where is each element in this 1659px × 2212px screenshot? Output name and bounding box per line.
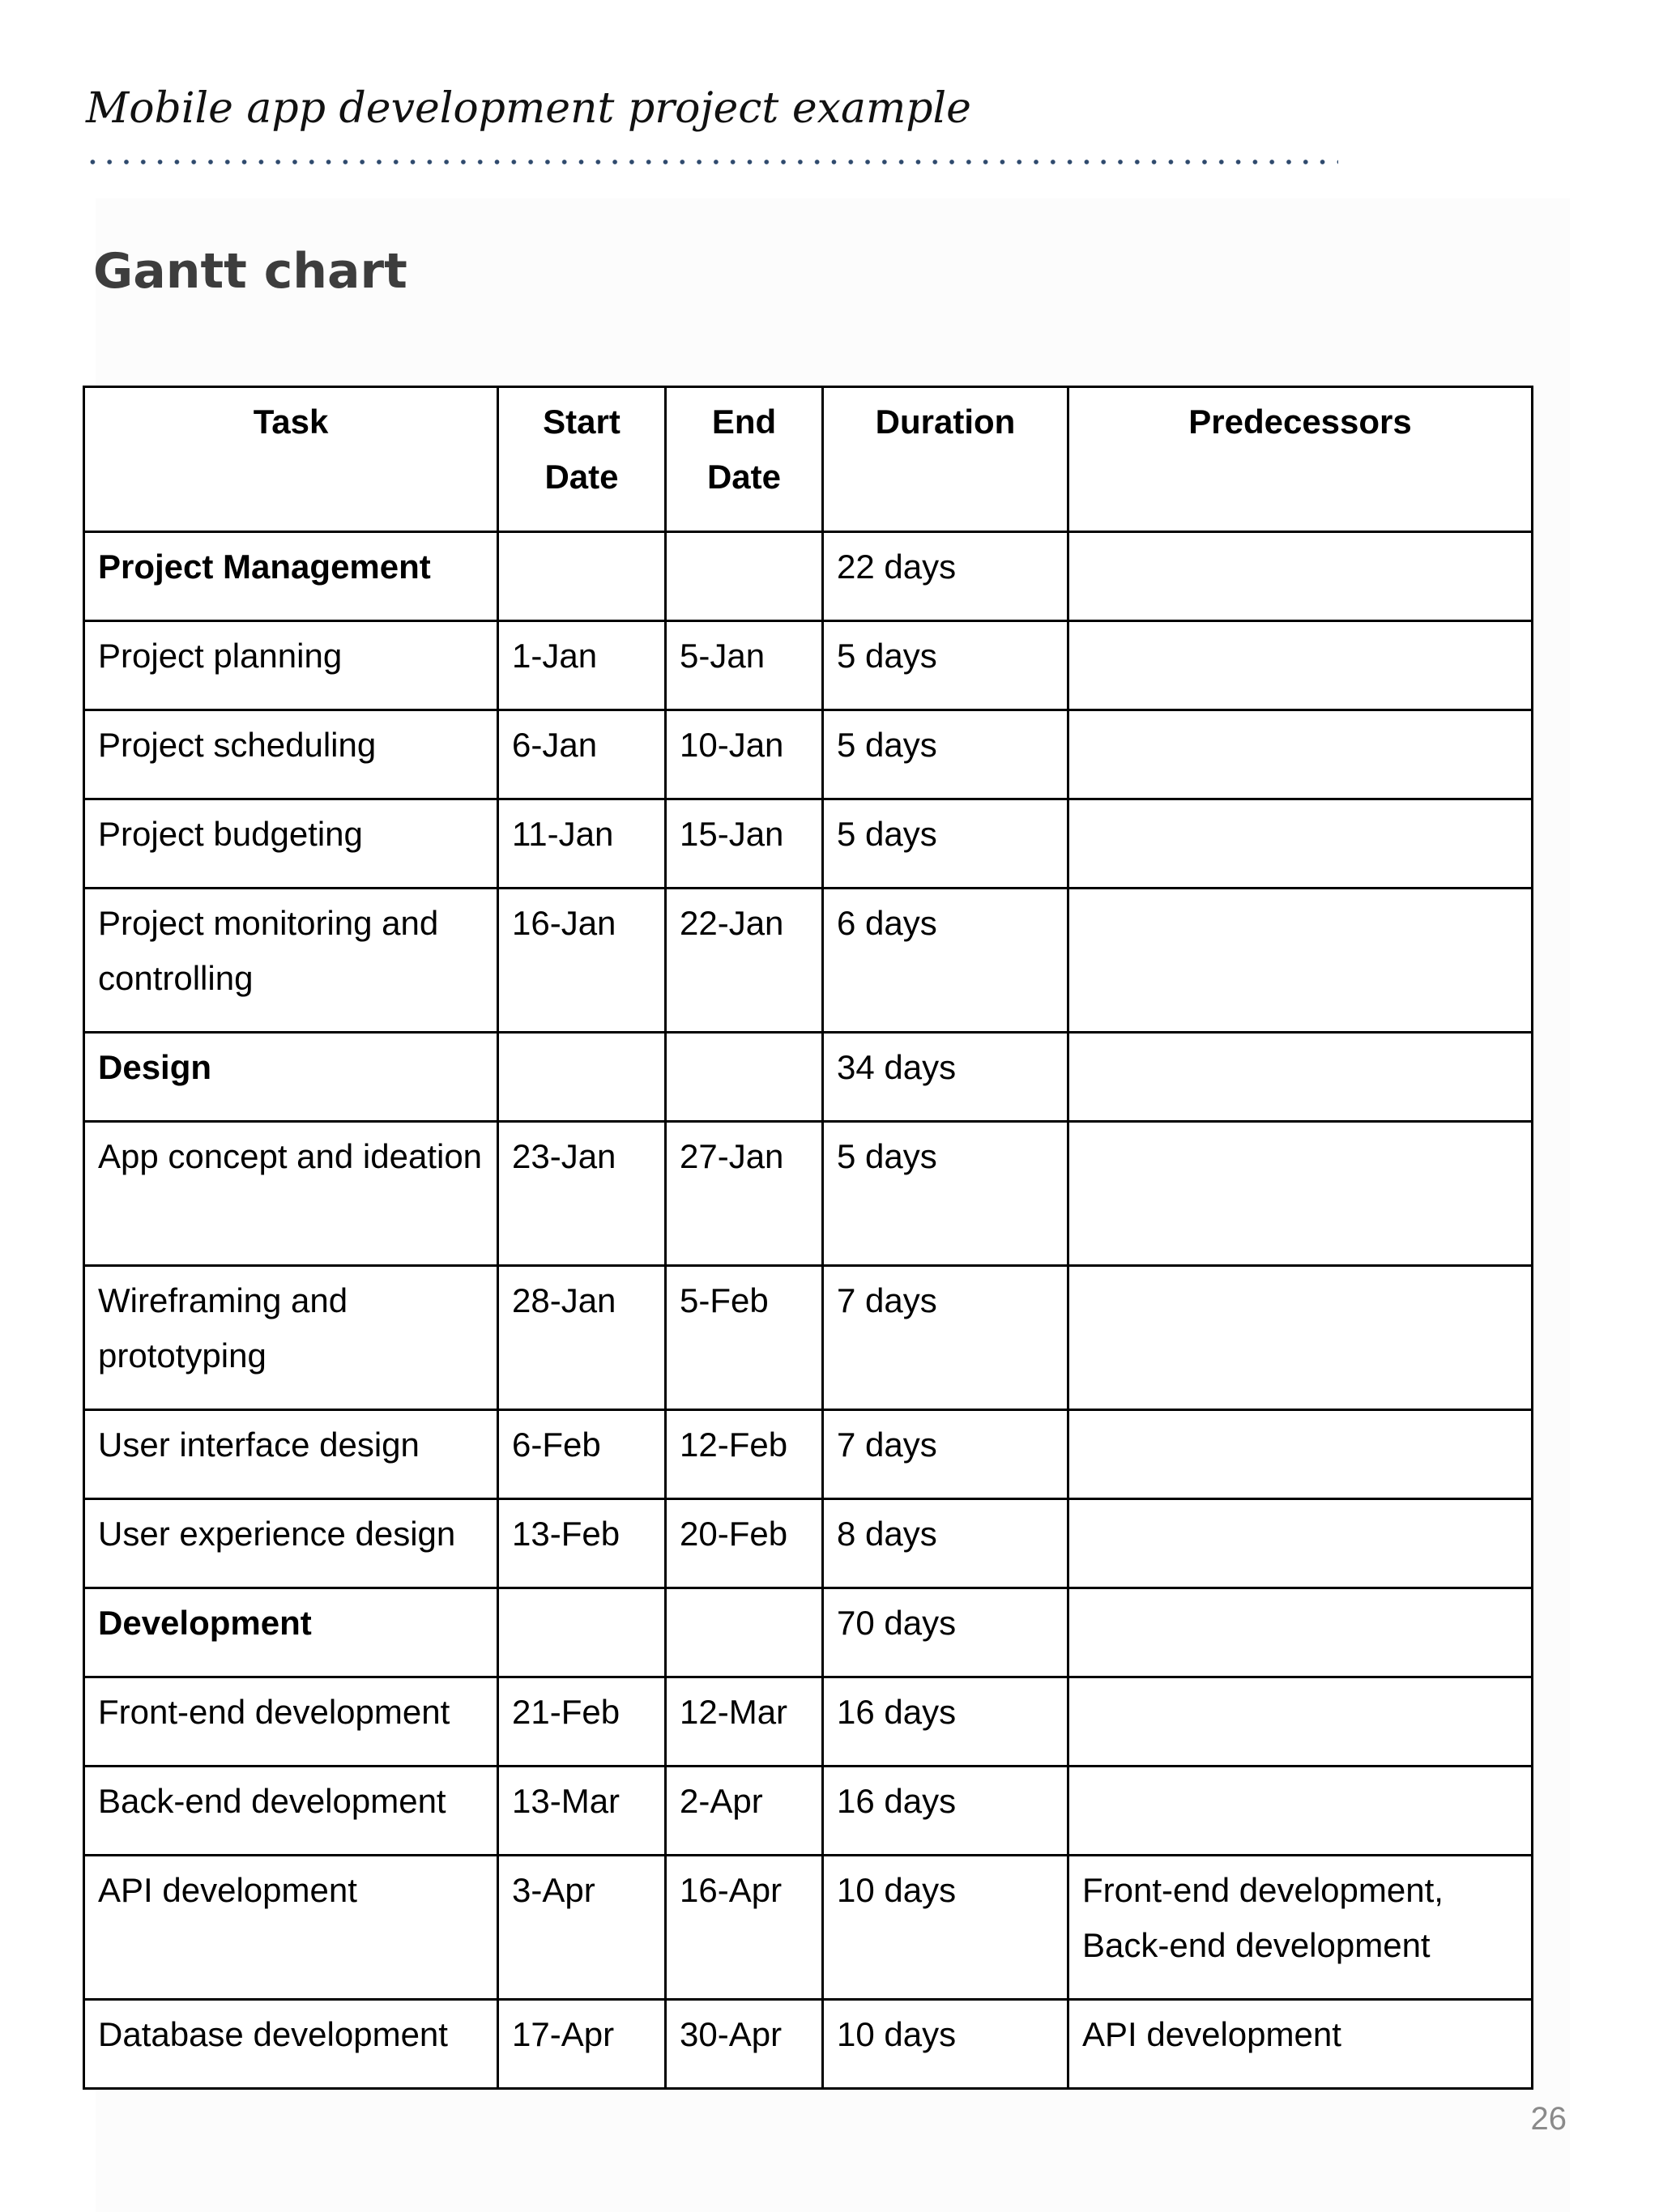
duration-cell: 10 days [823,1856,1068,2000]
end-date-cell: 15-Jan [666,799,823,889]
table-row [84,1410,1533,1499]
table-header-row [84,387,1533,532]
table-row [84,532,1533,621]
end-date-cell [666,1588,823,1677]
page-number: 26 [1530,2101,1567,2137]
task-cell: Project planning [84,621,498,710]
end-date-cell: 5-Jan [666,621,823,710]
predecessors-cell [1068,889,1533,1033]
end-date-cell: 12-Mar [666,1677,823,1767]
predecessors-cell [1068,1677,1533,1767]
start-date-cell: 28-Jan [498,1266,666,1410]
end-date-cell: 12-Feb [666,1410,823,1499]
start-date-cell: 6-Jan [498,710,666,799]
table-row [84,1033,1533,1122]
duration-cell: 16 days [823,1767,1068,1856]
start-date-cell: 23-Jan [498,1122,666,1266]
end-date-cell: 10-Jan [666,710,823,799]
predecessors-cell [1068,532,1533,621]
start-date-cell: 13-Feb [498,1499,666,1588]
table-row [84,710,1533,799]
table-row [84,1677,1533,1767]
start-date-cell: 1-Jan [498,621,666,710]
table-row [84,2000,1533,2089]
end-date-cell: 27-Jan [666,1122,823,1266]
start-date-cell: 6-Feb [498,1410,666,1499]
duration-cell: 7 days [823,1410,1068,1499]
duration-cell: 70 days [823,1588,1068,1677]
table-row [84,1122,1533,1266]
predecessors-cell [1068,621,1533,710]
end-date-cell: 30-Apr [666,2000,823,2089]
table-row [84,1499,1533,1588]
duration-cell: 10 days [823,2000,1068,2089]
end-date-cell [666,1033,823,1122]
start-date-cell [498,1033,666,1122]
predecessors-cell [1068,1499,1533,1588]
task-cell: User interface design [84,1410,498,1499]
column-header-start-date: Start Date [498,387,666,532]
column-header-task: Task [84,387,498,532]
end-date-cell: 20-Feb [666,1499,823,1588]
duration-cell: 5 days [823,799,1068,889]
task-cell: Database development [84,2000,498,2089]
end-date-cell: 16-Apr [666,1856,823,2000]
section-title: Gantt chart [93,243,407,300]
end-date-cell: 2-Apr [666,1767,823,1856]
column-header-predecessors: Predecessors [1068,387,1533,532]
task-cell: Project scheduling [84,710,498,799]
duration-cell: 34 days [823,1033,1068,1122]
task-cell: Design [84,1033,498,1122]
start-date-cell: 11-Jan [498,799,666,889]
table-row [84,1588,1533,1677]
start-date-cell: 16-Jan [498,889,666,1033]
duration-cell: 5 days [823,710,1068,799]
end-date-cell: 22-Jan [666,889,823,1033]
task-cell: Back-end development [84,1767,498,1856]
task-cell: Project Management [84,532,498,621]
dotted-divider [84,159,1338,165]
task-cell: App concept and ideation [84,1122,498,1266]
predecessors-cell: Front-end development, Back-end development [1068,1856,1533,2000]
task-cell: Development [84,1588,498,1677]
column-header-end-date: End Date [666,387,823,532]
running-header: Mobile app development project example [86,84,971,133]
predecessors-cell [1068,799,1533,889]
predecessors-cell [1068,710,1533,799]
start-date-cell: 21-Feb [498,1677,666,1767]
predecessors-cell: API development [1068,2000,1533,2089]
duration-cell: 6 days [823,889,1068,1033]
task-cell: User experience design [84,1499,498,1588]
task-cell: Project budgeting [84,799,498,889]
end-date-cell [666,532,823,621]
start-date-cell: 13-Mar [498,1767,666,1856]
gantt-table [83,386,1533,2090]
predecessors-cell [1068,1122,1533,1266]
start-date-cell: 3-Apr [498,1856,666,2000]
table-row [84,1767,1533,1856]
start-date-cell [498,532,666,621]
start-date-cell [498,1588,666,1677]
duration-cell: 5 days [823,1122,1068,1266]
duration-cell: 22 days [823,532,1068,621]
table-row [84,1856,1533,2000]
start-date-cell: 17-Apr [498,2000,666,2089]
predecessors-cell [1068,1266,1533,1410]
predecessors-cell [1068,1588,1533,1677]
end-date-cell: 5-Feb [666,1266,823,1410]
task-cell: API development [84,1856,498,2000]
predecessors-cell [1068,1033,1533,1122]
task-cell: Wireframing and prototyping [84,1266,498,1410]
duration-cell: 8 days [823,1499,1068,1588]
task-cell: Project monitoring and controlling [84,889,498,1033]
table-row [84,1266,1533,1410]
table-row [84,889,1533,1033]
column-header-duration: Duration [823,387,1068,532]
duration-cell: 16 days [823,1677,1068,1767]
duration-cell: 5 days [823,621,1068,710]
predecessors-cell [1068,1767,1533,1856]
task-cell: Front-end development [84,1677,498,1767]
table-row [84,799,1533,889]
table-row [84,621,1533,710]
duration-cell: 7 days [823,1266,1068,1410]
predecessors-cell [1068,1410,1533,1499]
